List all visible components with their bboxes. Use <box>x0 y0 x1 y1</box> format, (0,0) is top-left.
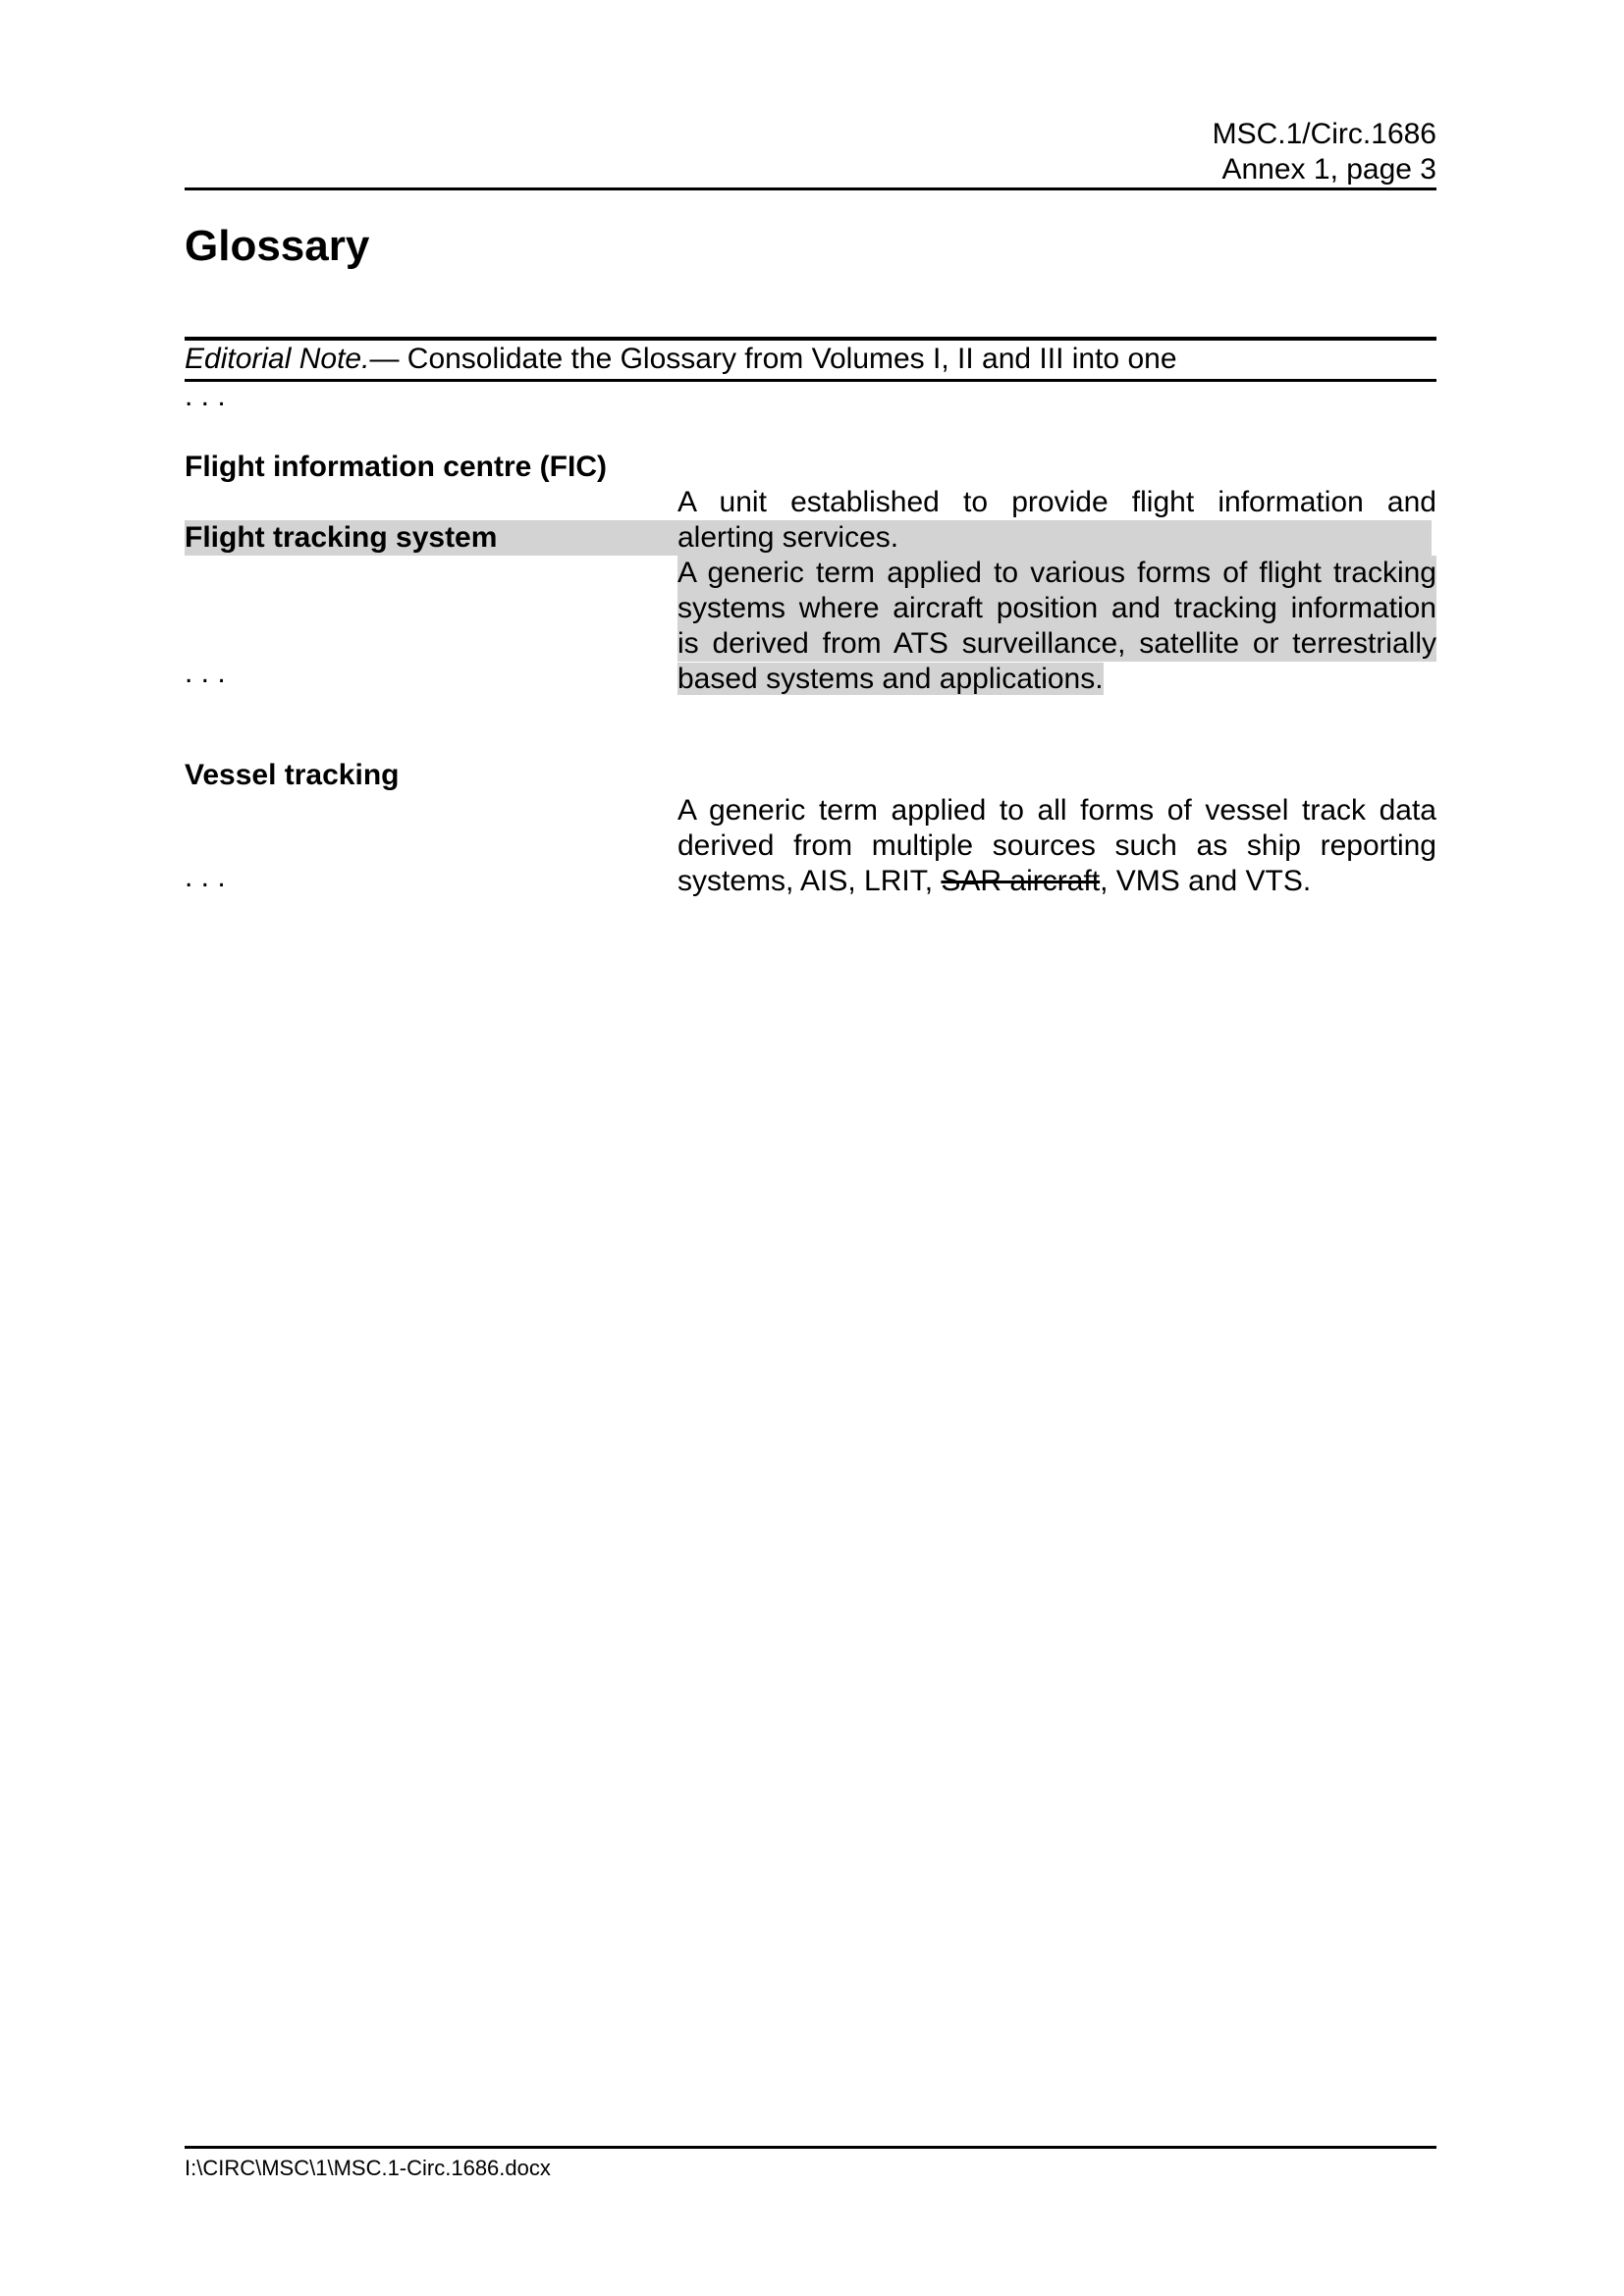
editorial-note <box>185 337 1436 382</box>
glossary-term: Flight tracking system <box>185 521 498 554</box>
highlighted-text: based systems and applications. <box>677 663 1104 695</box>
definition-text: systems, AIS, LRIT, <box>677 865 942 897</box>
definition-line: A generic term applied to various forms of flight tracking <box>677 557 1436 589</box>
definition-line: systems where aircraft position and tracking information <box>677 592 1436 624</box>
document-file-path: I:\CIRC\MSC\1\MSC.1-Circ.1686.docx <box>185 2156 551 2180</box>
definition-line <box>677 864 1436 899</box>
glossary-definition <box>677 556 1436 697</box>
definition-line: A unit established to provide flight information and <box>677 486 1436 518</box>
definition-line: A generic term applied to all forms of vessel track data <box>677 794 1436 827</box>
page-header <box>185 117 1436 190</box>
glossary-definition <box>677 793 1436 899</box>
page-title: Glossary <box>185 222 370 270</box>
definition-text: , VMS and VTS. <box>1100 865 1312 897</box>
glossary-definition <box>677 485 1436 556</box>
glossary-term: Vessel tracking <box>185 759 400 791</box>
struck-text: SAR aircraft <box>941 865 1101 897</box>
glossary-entry-vessel-tracking <box>185 758 1436 899</box>
editorial-note-label: Editorial Note. <box>185 343 370 375</box>
definition-line: derived from multiple sources such as ship reporting <box>677 829 1436 862</box>
definition-line <box>677 662 1436 697</box>
glossary-term: Flight information centre (FIC) <box>185 451 607 483</box>
ellipsis-marker: . . . <box>185 657 226 689</box>
ellipsis-marker: . . . <box>185 861 226 893</box>
annex-page-number: Annex 1, page 3 <box>1221 153 1436 186</box>
editorial-note-text: — Consolidate the Glossary from Volumes I, II and III into one <box>369 343 1177 375</box>
definition-line: is derived from ATS surveillance, satellite or terrestrially <box>677 627 1436 660</box>
ellipsis-marker: . . . <box>185 380 226 412</box>
doc-reference: MSC.1/Circ.1686 <box>1212 118 1436 150</box>
definition-line: alerting services. <box>677 521 899 554</box>
page-footer <box>185 2146 1436 2182</box>
